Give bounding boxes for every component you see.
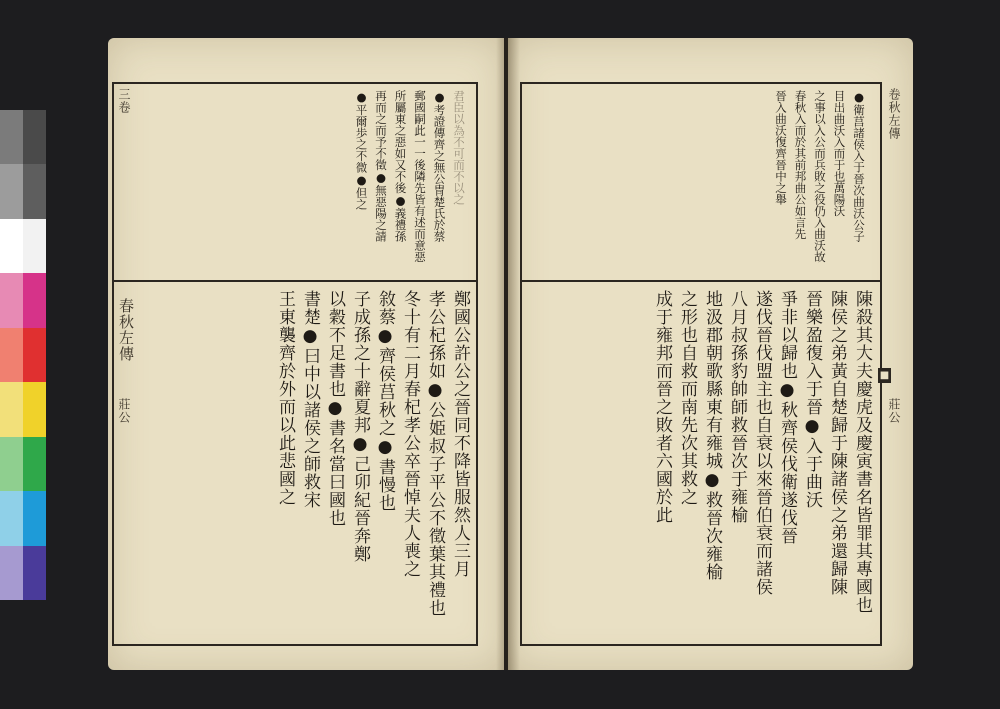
color-patch xyxy=(0,382,23,436)
color-patch xyxy=(0,491,23,545)
right-commentary-block xyxy=(528,90,868,276)
right-main-column: 遂伐晉伐盟主也自衰以來晉伯衰而諸侯 xyxy=(752,290,772,596)
right-commentary-column: 春秋入而於其前邦曲公如言先 xyxy=(793,90,808,240)
color-patch xyxy=(23,328,46,382)
right-running-head-section: 莊公 xyxy=(887,398,901,424)
color-patch-row xyxy=(0,546,46,600)
right-commentary-column: 之事以入公而兵敗之役仍入曲沃故 xyxy=(813,90,827,263)
color-patch xyxy=(0,110,23,164)
color-patch xyxy=(0,328,23,382)
right-page xyxy=(508,38,913,670)
right-main-column: 陳殺其大夫慶虎及慶寅書名皆罪其專國也 xyxy=(852,290,872,614)
right-commentary-column: 晉入曲沃復齊晉中之舉 xyxy=(774,90,788,205)
left-main-column: 子成孫之十辭夏邦●己卯紀晉奔鄭 xyxy=(350,290,370,563)
left-main-column: 冬十有二月春杞孝公卒晉悼夫人喪之 xyxy=(400,290,420,578)
left-faint-column: 君臣以為不可而不以之 xyxy=(452,90,466,205)
left-main-text-block xyxy=(138,290,472,636)
color-patch-row xyxy=(0,273,46,327)
right-main-column: 爭非以歸也●秋齊侯伐衛遂伐晉 xyxy=(777,290,797,545)
left-running-head-section: 莊公 xyxy=(117,398,131,424)
color-patch xyxy=(23,437,46,491)
right-main-column: 晉樂盈復入于晉●入于曲沃 xyxy=(802,290,822,509)
right-main-column: 八月叔孫豹帥師救晉次于雍榆 xyxy=(727,290,747,524)
right-commentary-column: 目出曲沃入而于也萬陽沃 xyxy=(832,90,847,217)
right-main-column: 陳侯之弟黃自楚歸于陳諸侯之弟還歸陳 xyxy=(827,290,847,596)
color-patch xyxy=(0,437,23,491)
color-patch xyxy=(23,382,46,436)
left-main-column: 以穀不足書也●書名當曰國也 xyxy=(325,290,345,527)
right-commentary-column: ●衛莒諸侯入于晉次曲沃公子 xyxy=(852,90,866,242)
left-main-column: 孝公杞孫如●公姫叔子平公不徵葉其禮也 xyxy=(425,290,445,617)
left-commentary-column: 所屬東之惡如又不後●義禮孫 xyxy=(393,90,408,242)
color-patch xyxy=(23,273,46,327)
left-main-column: 鄭國公許公之晉同不降皆服然人三月 xyxy=(450,290,470,578)
color-patch-row xyxy=(0,219,46,273)
left-commentary-column: 再而之而予不徵●無惡陽之請 xyxy=(374,90,388,242)
open-book xyxy=(108,38,913,670)
right-main-text-block xyxy=(528,290,874,636)
left-running-head-volume: 三卷 xyxy=(117,88,131,114)
right-main-column: 成于雍邦而晉之敗者六國於此 xyxy=(652,290,672,524)
color-patch xyxy=(0,546,23,600)
left-main-column: 書楚●曰中以諸侯之師救宋 xyxy=(300,290,320,509)
color-patch xyxy=(23,164,46,218)
left-commentary-block xyxy=(138,90,468,276)
color-patch-row xyxy=(0,437,46,491)
left-commentary-column: ●考證傳齊之無公冑楚氏於蔡 xyxy=(432,90,447,242)
right-main-column: 之形也自救而南先次其救之 xyxy=(677,290,697,506)
section-marker-tab: ■ xyxy=(879,370,890,381)
left-running-head-title: 春秋左傳 xyxy=(117,298,135,362)
right-main-column: 地汲郡朝歌縣東有雍城●救晉次雍榆 xyxy=(702,290,722,581)
color-patch-row xyxy=(0,328,46,382)
color-calibration-strip xyxy=(0,110,46,600)
color-patch xyxy=(23,546,46,600)
color-patch xyxy=(23,219,46,273)
left-page-divider xyxy=(112,280,476,282)
left-commentary-column: 郵國嗣此一一後隣先皆有述而意惡 xyxy=(413,90,427,263)
color-patch xyxy=(0,164,23,218)
color-patch xyxy=(0,273,23,327)
left-main-column: 敘蔡●齊侯莒秋之●書慢也 xyxy=(375,290,395,512)
color-patch-row xyxy=(0,382,46,436)
color-patch-row xyxy=(0,110,46,164)
left-page xyxy=(108,38,504,670)
right-running-head-volume: 卷秋左傳 xyxy=(887,88,901,140)
color-patch xyxy=(23,491,46,545)
color-patch xyxy=(0,219,23,273)
color-patch xyxy=(23,110,46,164)
color-patch-row xyxy=(0,164,46,218)
right-page-divider xyxy=(520,280,880,282)
left-commentary-column: ●平爾歩之不微●但之 xyxy=(354,90,369,210)
color-patch-row xyxy=(0,491,46,545)
book-gutter xyxy=(496,38,520,670)
left-main-column: 王東襲齊於外而以此悲國之 xyxy=(275,290,295,506)
